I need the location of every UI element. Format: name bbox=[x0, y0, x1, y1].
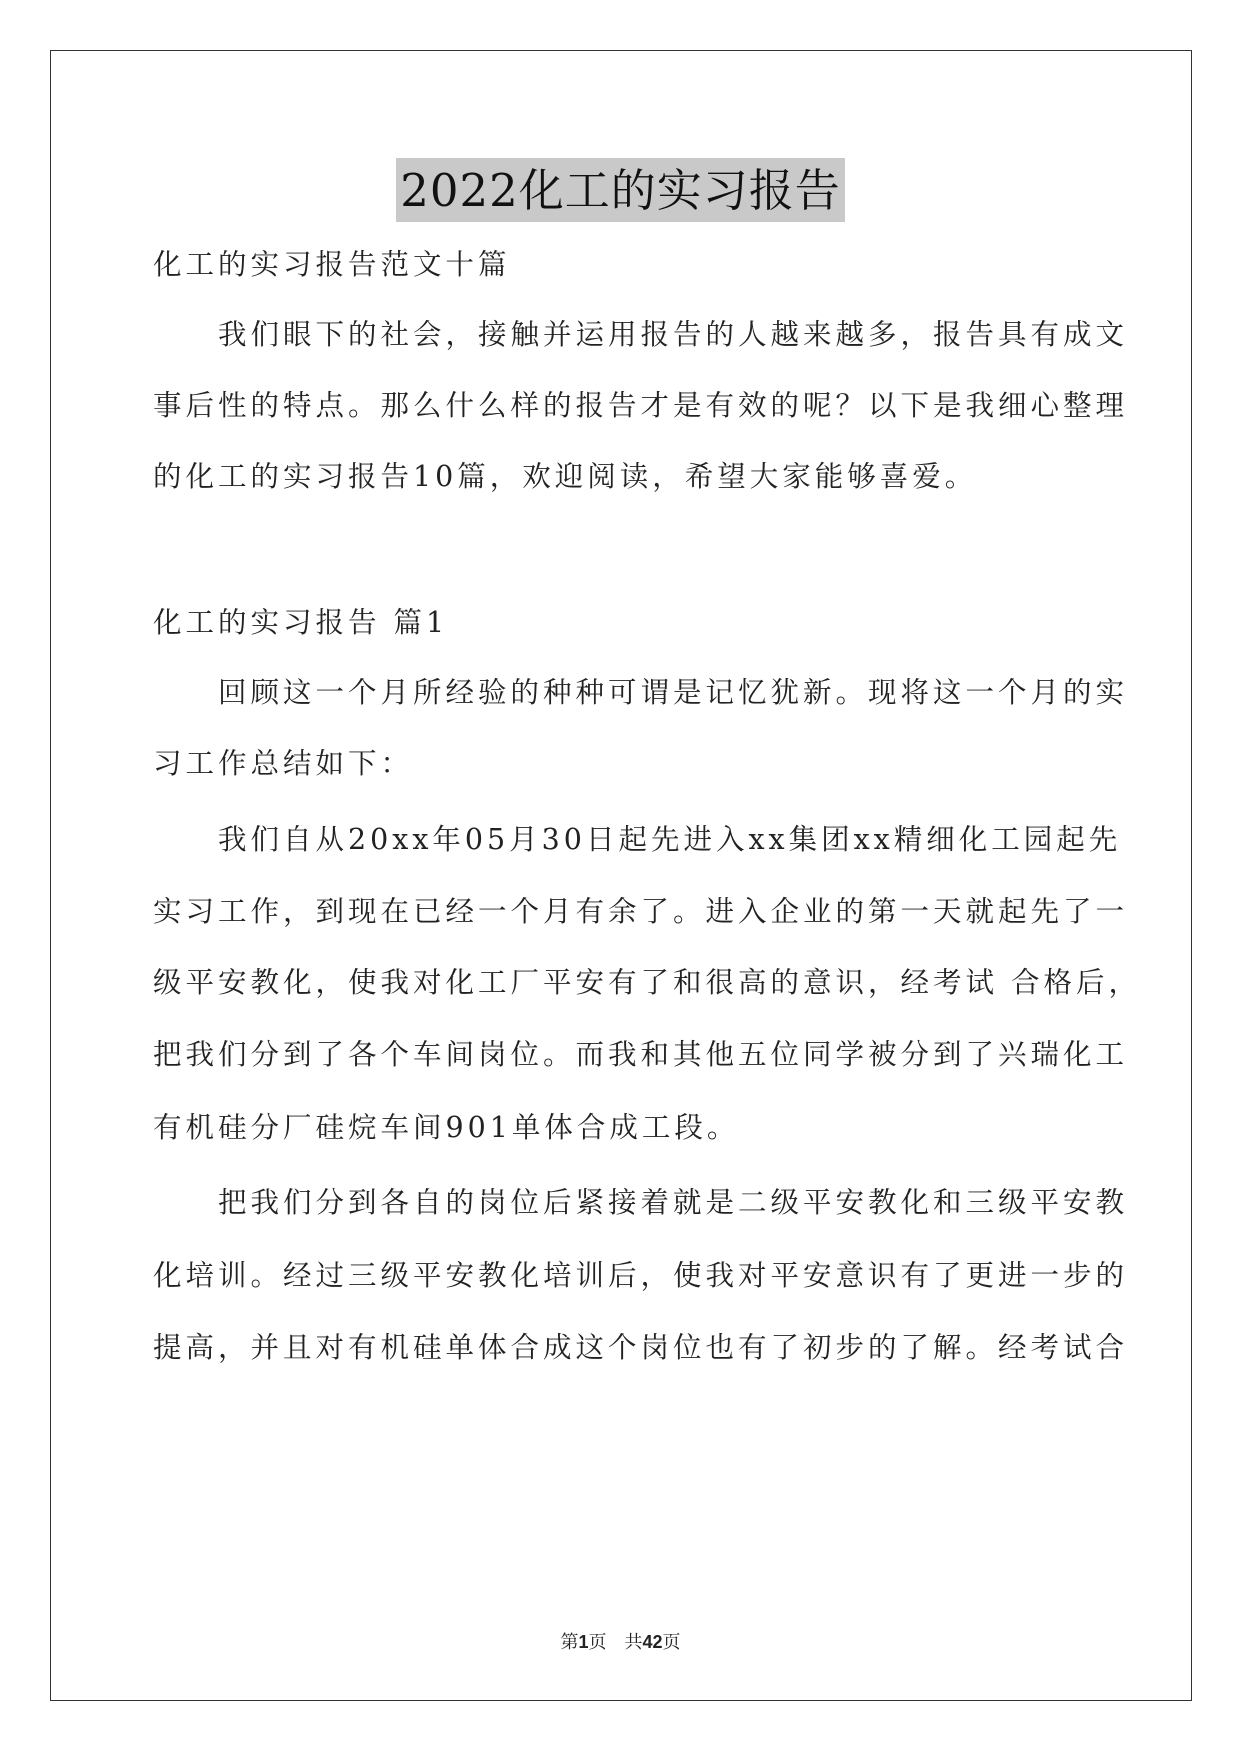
page-border bbox=[50, 50, 1192, 1701]
subtitle-line: 化工的实习报告范文十篇 bbox=[153, 248, 511, 281]
title-container bbox=[0, 158, 1241, 222]
paragraph-line: 级平安教化，使我对化工厂平安有了和很高的意识，经考试 合格后， bbox=[153, 966, 1142, 999]
paragraph-line: 把我们分到了各个车间岗位。而我和其他五位同学被分到了兴瑞化工 bbox=[153, 1038, 1129, 1071]
paragraph-line: 实习工作，到现在已经一个月有余了。进入企业的第一天就起先了一 bbox=[153, 895, 1129, 928]
footer-page-total: 42 bbox=[642, 1632, 663, 1652]
footer-page-mid: 页 共 bbox=[588, 1632, 643, 1653]
paragraph-line: 把我们分到各自的岗位后紧接着就是二级平安教化和三级平安教 bbox=[218, 1186, 1129, 1219]
paragraph-line: 习工作总结如下： bbox=[153, 747, 414, 780]
paragraph-line: 我们眼下的社会，接触并运用报告的人越来越多，报告具有成文 bbox=[218, 318, 1129, 351]
paragraph-line: 提高，并且对有机硅单体合成这个岗位也有了初步的了解。经考试合 bbox=[153, 1331, 1129, 1364]
paragraph-line: 我们自从20xx年05月30日起先进入xx集团xx精细化工园起先 bbox=[218, 823, 1122, 856]
paragraph-line: 事后性的特点。那么什么样的报告才是有效的呢？以下是我细心整理 bbox=[153, 389, 1129, 422]
section-heading: 化工的实习报告 篇1 bbox=[153, 606, 449, 639]
paragraph-line: 化培训。经过三级平安教化培训后，使我对平安意识有了更进一步的 bbox=[153, 1259, 1129, 1292]
paragraph-line: 的化工的实习报告10篇，欢迎阅读，希望大家能够喜爱。 bbox=[153, 460, 978, 493]
page-footer bbox=[0, 1630, 1241, 1655]
paragraph-line: 有机硅分厂硅烷车间901单体合成工段。 bbox=[153, 1111, 740, 1144]
document-title: 2022化工的实习报告 bbox=[396, 158, 845, 222]
footer-page-number: 1 bbox=[578, 1632, 589, 1652]
footer-page-suffix: 页 bbox=[662, 1632, 681, 1653]
footer-page-prefix: 第 bbox=[560, 1632, 579, 1653]
paragraph-line: 回顾这一个月所经验的种种可谓是记忆犹新。现将这一个月的实 bbox=[218, 676, 1129, 709]
